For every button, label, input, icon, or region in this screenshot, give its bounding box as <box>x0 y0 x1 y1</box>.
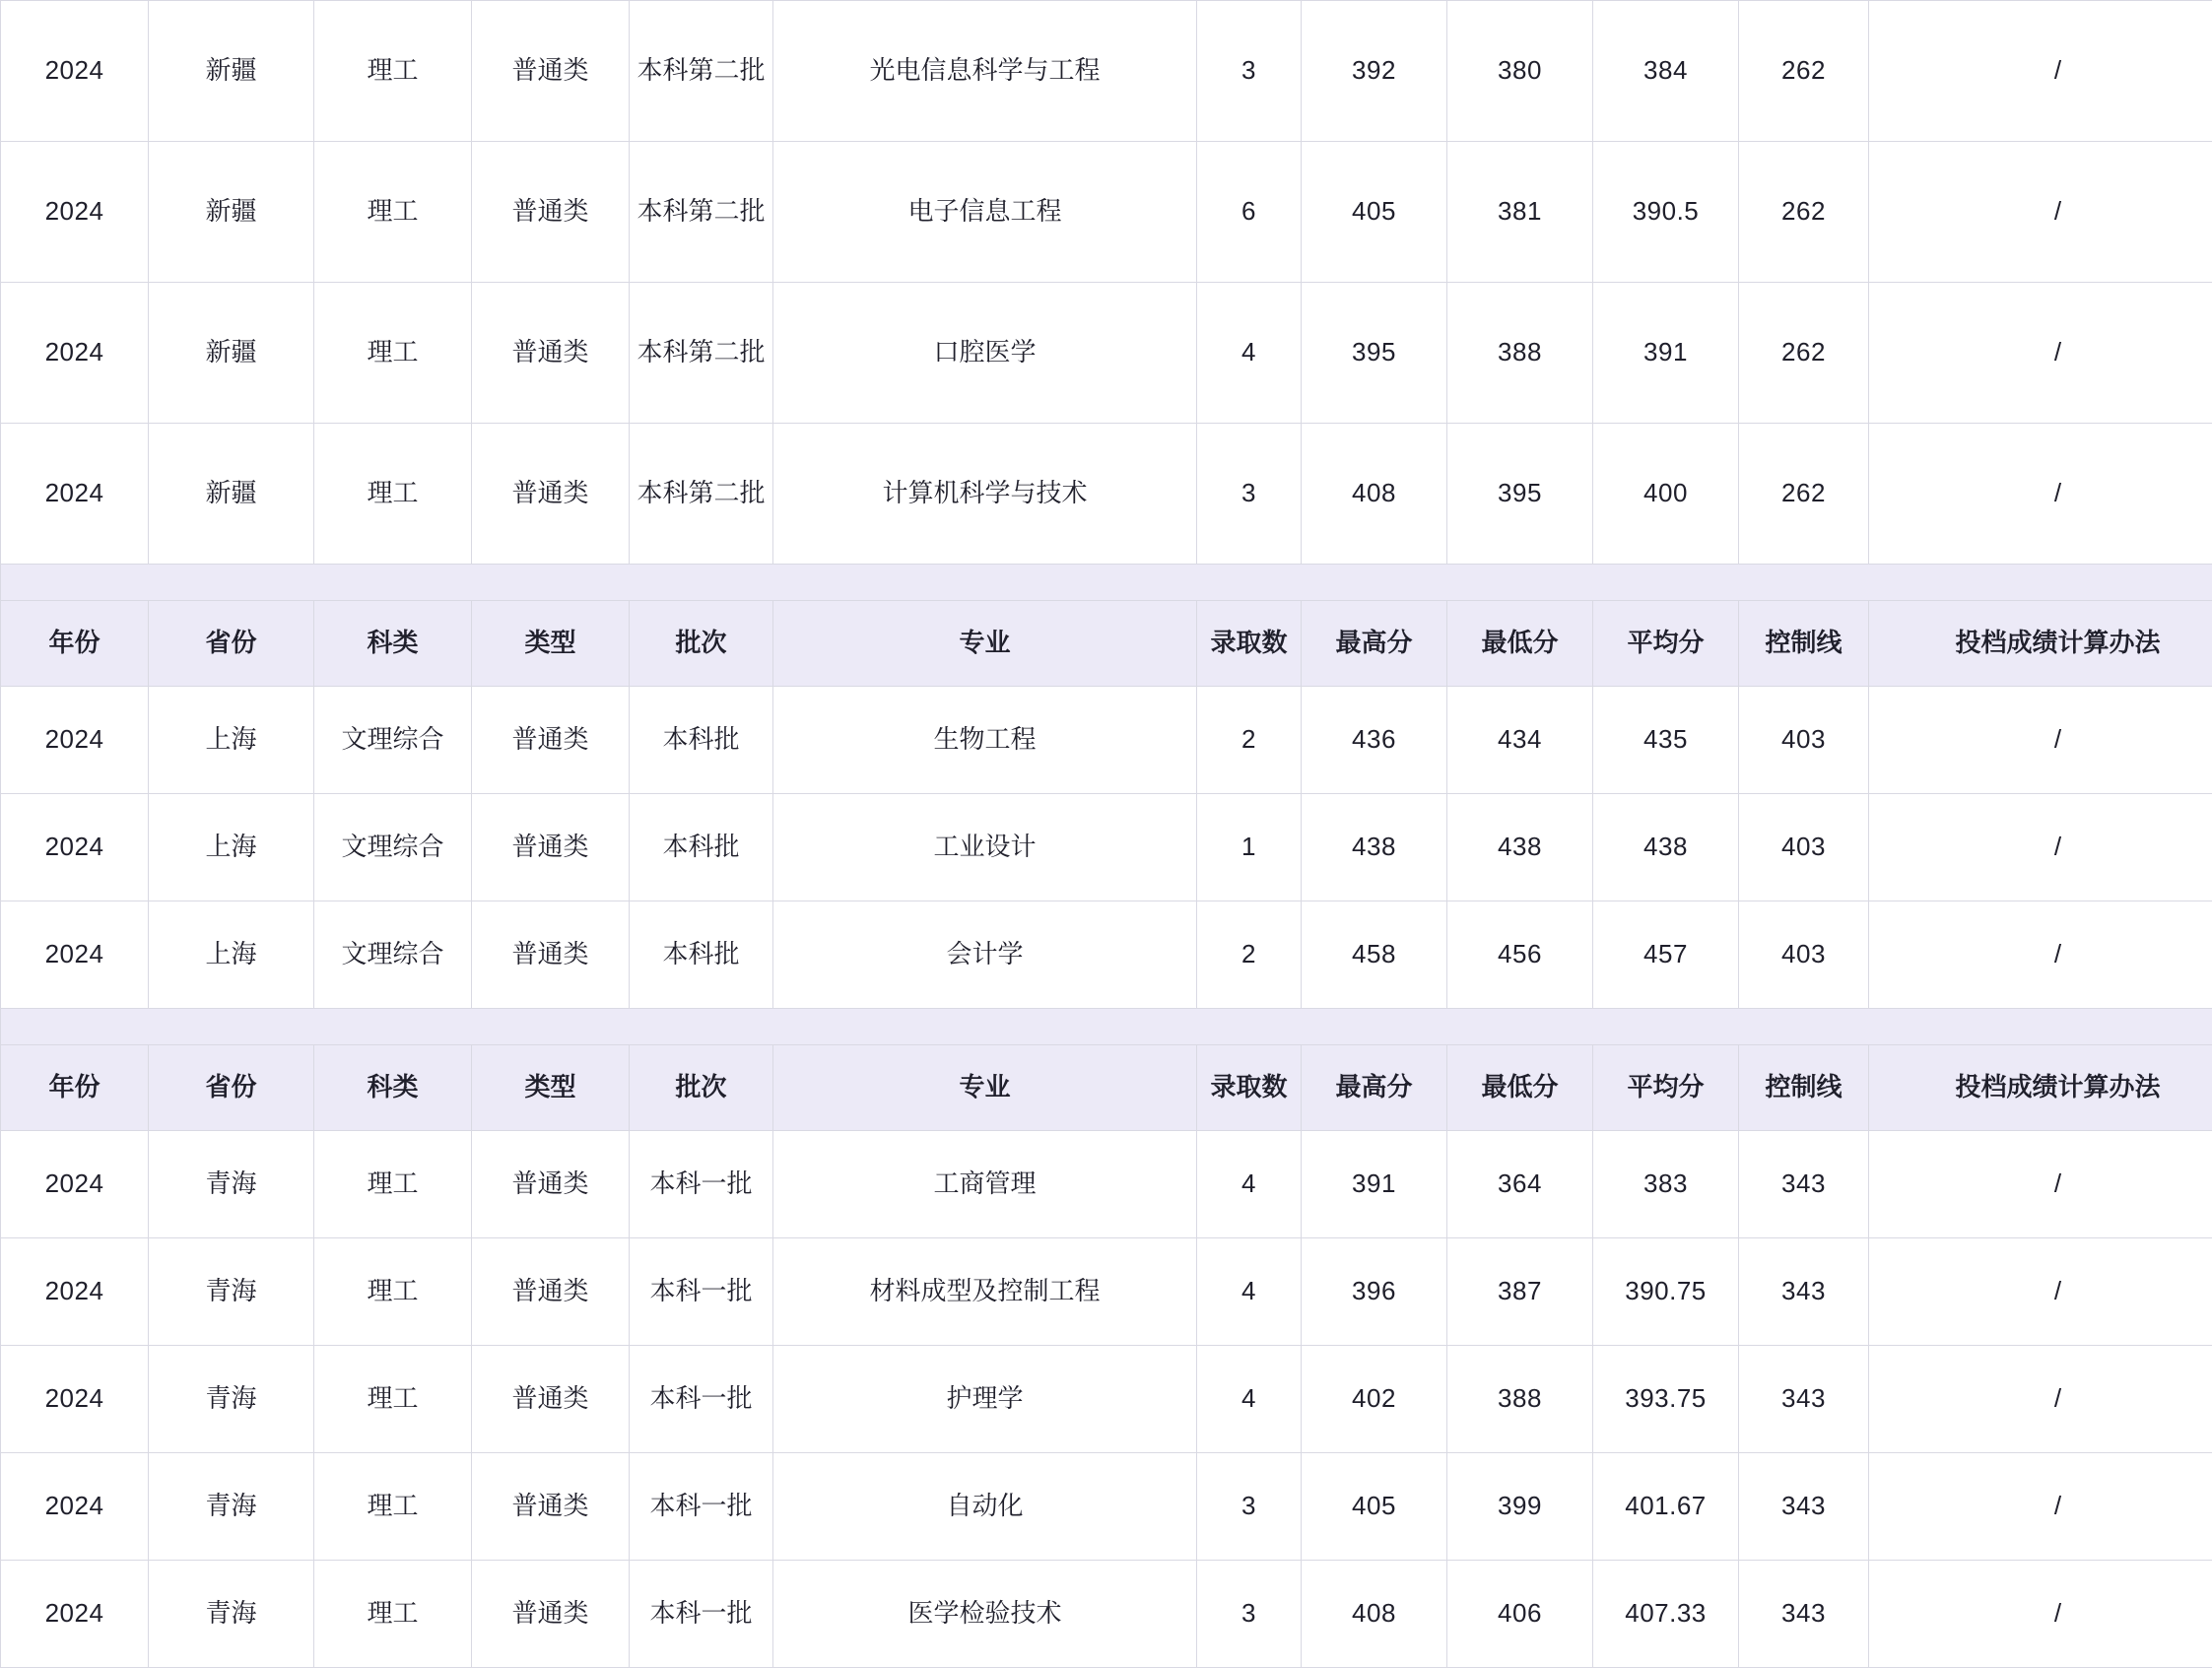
cell-line: 403 <box>1739 794 1869 901</box>
cell-type: 普通类 <box>472 1346 630 1453</box>
cell-count: 4 <box>1197 283 1302 424</box>
column-header: 录取数 <box>1197 601 1302 687</box>
cell-method: / <box>1869 1561 2212 1668</box>
cell-method: / <box>1869 1453 2212 1561</box>
cell-year: 2024 <box>1 1453 149 1561</box>
column-header: 最高分 <box>1302 1045 1447 1131</box>
cell-batch: 本科批 <box>630 687 773 794</box>
cell-avg: 401.67 <box>1593 1453 1739 1561</box>
cell-province: 上海 <box>149 901 314 1009</box>
table-header-row <box>1 601 2212 687</box>
cell-min: 438 <box>1447 794 1593 901</box>
cell-line: 343 <box>1739 1346 1869 1453</box>
cell-major: 工商管理 <box>773 1131 1197 1238</box>
cell-type: 普通类 <box>472 687 630 794</box>
cell-avg: 391 <box>1593 283 1739 424</box>
table-row <box>1 142 2212 283</box>
cell-type: 普通类 <box>472 1131 630 1238</box>
cell-method: / <box>1869 283 2212 424</box>
cell-count: 2 <box>1197 901 1302 1009</box>
table-row <box>1 901 2212 1009</box>
cell-type: 普通类 <box>472 794 630 901</box>
cell-batch: 本科第二批 <box>630 424 773 565</box>
cell-avg: 390.5 <box>1593 142 1739 283</box>
cell-major: 会计学 <box>773 901 1197 1009</box>
cell-method: / <box>1869 794 2212 901</box>
cell-line: 343 <box>1739 1131 1869 1238</box>
cell-batch: 本科批 <box>630 901 773 1009</box>
cell-subject: 理工 <box>314 283 472 424</box>
cell-line: 262 <box>1739 142 1869 283</box>
cell-max: 392 <box>1302 1 1447 142</box>
cell-count: 3 <box>1197 1453 1302 1561</box>
cell-province: 新疆 <box>149 142 314 283</box>
column-header: 控制线 <box>1739 601 1869 687</box>
table-spacer-cell <box>1 565 2212 601</box>
cell-major: 材料成型及控制工程 <box>773 1238 1197 1346</box>
cell-subject: 理工 <box>314 1 472 142</box>
cell-max: 458 <box>1302 901 1447 1009</box>
cell-province: 上海 <box>149 794 314 901</box>
cell-type: 普通类 <box>472 1453 630 1561</box>
column-header: 省份 <box>149 1045 314 1131</box>
column-header: 最高分 <box>1302 601 1447 687</box>
column-header: 批次 <box>630 601 773 687</box>
cell-subject: 文理综合 <box>314 901 472 1009</box>
cell-subject: 文理综合 <box>314 687 472 794</box>
cell-max: 402 <box>1302 1346 1447 1453</box>
cell-count: 3 <box>1197 424 1302 565</box>
cell-subject: 理工 <box>314 424 472 565</box>
cell-min: 388 <box>1447 283 1593 424</box>
cell-subject: 理工 <box>314 1346 472 1453</box>
cell-count: 4 <box>1197 1346 1302 1453</box>
cell-year: 2024 <box>1 1 149 142</box>
cell-min: 434 <box>1447 687 1593 794</box>
cell-batch: 本科第二批 <box>630 283 773 424</box>
cell-max: 405 <box>1302 142 1447 283</box>
column-header: 科类 <box>314 1045 472 1131</box>
cell-min: 388 <box>1447 1346 1593 1453</box>
cell-province: 青海 <box>149 1561 314 1668</box>
cell-type: 普通类 <box>472 424 630 565</box>
column-header: 类型 <box>472 601 630 687</box>
cell-year: 2024 <box>1 142 149 283</box>
cell-year: 2024 <box>1 1346 149 1453</box>
cell-year: 2024 <box>1 283 149 424</box>
column-header: 最低分 <box>1447 1045 1593 1131</box>
cell-max: 408 <box>1302 1561 1447 1668</box>
cell-province: 新疆 <box>149 424 314 565</box>
table-spacer-cell <box>1 1009 2212 1045</box>
cell-max: 436 <box>1302 687 1447 794</box>
cell-major: 自动化 <box>773 1453 1197 1561</box>
cell-line: 403 <box>1739 901 1869 1009</box>
cell-count: 6 <box>1197 142 1302 283</box>
cell-method: / <box>1869 901 2212 1009</box>
cell-line: 343 <box>1739 1453 1869 1561</box>
cell-avg: 457 <box>1593 901 1739 1009</box>
cell-province: 青海 <box>149 1131 314 1238</box>
cell-major: 生物工程 <box>773 687 1197 794</box>
column-header: 类型 <box>472 1045 630 1131</box>
cell-count: 2 <box>1197 687 1302 794</box>
cell-line: 343 <box>1739 1561 1869 1668</box>
cell-province: 青海 <box>149 1346 314 1453</box>
cell-max: 438 <box>1302 794 1447 901</box>
cell-year: 2024 <box>1 1238 149 1346</box>
cell-min: 387 <box>1447 1238 1593 1346</box>
column-header: 平均分 <box>1593 1045 1739 1131</box>
column-header: 平均分 <box>1593 601 1739 687</box>
cell-major: 电子信息工程 <box>773 142 1197 283</box>
cell-avg: 384 <box>1593 1 1739 142</box>
column-header: 录取数 <box>1197 1045 1302 1131</box>
cell-subject: 理工 <box>314 142 472 283</box>
cell-min: 456 <box>1447 901 1593 1009</box>
table-row <box>1 1346 2212 1453</box>
cell-method: / <box>1869 142 2212 283</box>
cell-min: 380 <box>1447 1 1593 142</box>
cell-batch: 本科第二批 <box>630 1 773 142</box>
column-header: 专业 <box>773 601 1197 687</box>
cell-line: 262 <box>1739 1 1869 142</box>
cell-year: 2024 <box>1 1561 149 1668</box>
cell-max: 395 <box>1302 283 1447 424</box>
cell-method: / <box>1869 1238 2212 1346</box>
cell-year: 2024 <box>1 1131 149 1238</box>
cell-avg: 390.75 <box>1593 1238 1739 1346</box>
cell-avg: 435 <box>1593 687 1739 794</box>
cell-province: 新疆 <box>149 283 314 424</box>
cell-line: 343 <box>1739 1238 1869 1346</box>
column-header: 省份 <box>149 601 314 687</box>
cell-min: 381 <box>1447 142 1593 283</box>
cell-avg: 400 <box>1593 424 1739 565</box>
cell-subject: 理工 <box>314 1131 472 1238</box>
cell-batch: 本科一批 <box>630 1346 773 1453</box>
cell-max: 408 <box>1302 424 1447 565</box>
cell-province: 青海 <box>149 1238 314 1346</box>
table-row <box>1 424 2212 565</box>
cell-batch: 本科一批 <box>630 1238 773 1346</box>
cell-line: 262 <box>1739 424 1869 565</box>
cell-major: 医学检验技术 <box>773 1561 1197 1668</box>
cell-count: 4 <box>1197 1131 1302 1238</box>
cell-type: 普通类 <box>472 1561 630 1668</box>
column-header: 投档成绩计算办法 <box>1869 601 2212 687</box>
column-header: 科类 <box>314 601 472 687</box>
cell-batch: 本科一批 <box>630 1131 773 1238</box>
cell-province: 新疆 <box>149 1 314 142</box>
cell-year: 2024 <box>1 901 149 1009</box>
cell-type: 普通类 <box>472 283 630 424</box>
cell-count: 4 <box>1197 1238 1302 1346</box>
table-row <box>1 1238 2212 1346</box>
cell-max: 391 <box>1302 1131 1447 1238</box>
cell-subject: 理工 <box>314 1561 472 1668</box>
cell-batch: 本科第二批 <box>630 142 773 283</box>
cell-major: 口腔医学 <box>773 283 1197 424</box>
table-spacer-row <box>1 1009 2212 1045</box>
cell-batch: 本科批 <box>630 794 773 901</box>
cell-type: 普通类 <box>472 1238 630 1346</box>
column-header: 控制线 <box>1739 1045 1869 1131</box>
cell-method: / <box>1869 687 2212 794</box>
cell-min: 364 <box>1447 1131 1593 1238</box>
column-header: 年份 <box>1 601 149 687</box>
cell-avg: 438 <box>1593 794 1739 901</box>
cell-avg: 383 <box>1593 1131 1739 1238</box>
cell-min: 406 <box>1447 1561 1593 1668</box>
table-row <box>1 794 2212 901</box>
table-row <box>1 1 2212 142</box>
cell-avg: 407.33 <box>1593 1561 1739 1668</box>
table-header-row <box>1 1045 2212 1131</box>
table-row <box>1 1453 2212 1561</box>
column-header: 专业 <box>773 1045 1197 1131</box>
table-row <box>1 1561 2212 1668</box>
cell-province: 上海 <box>149 687 314 794</box>
cell-min: 399 <box>1447 1453 1593 1561</box>
cell-min: 395 <box>1447 424 1593 565</box>
cell-count: 3 <box>1197 1 1302 142</box>
table-body <box>1 1 2212 1668</box>
cell-major: 护理学 <box>773 1346 1197 1453</box>
table-row <box>1 1131 2212 1238</box>
cell-major: 工业设计 <box>773 794 1197 901</box>
table-spacer-row <box>1 565 2212 601</box>
cell-line: 403 <box>1739 687 1869 794</box>
cell-method: / <box>1869 1 2212 142</box>
table-row <box>1 687 2212 794</box>
cell-count: 3 <box>1197 1561 1302 1668</box>
cell-type: 普通类 <box>472 142 630 283</box>
cell-count: 1 <box>1197 794 1302 901</box>
cell-method: / <box>1869 424 2212 565</box>
cell-subject: 文理综合 <box>314 794 472 901</box>
cell-max: 405 <box>1302 1453 1447 1561</box>
cell-subject: 理工 <box>314 1453 472 1561</box>
cell-method: / <box>1869 1131 2212 1238</box>
cell-method: / <box>1869 1346 2212 1453</box>
cell-major: 计算机科学与技术 <box>773 424 1197 565</box>
cell-year: 2024 <box>1 424 149 565</box>
cell-major: 光电信息科学与工程 <box>773 1 1197 142</box>
table-row <box>1 283 2212 424</box>
cell-type: 普通类 <box>472 901 630 1009</box>
column-header: 最低分 <box>1447 601 1593 687</box>
column-header: 批次 <box>630 1045 773 1131</box>
cell-type: 普通类 <box>472 1 630 142</box>
cell-max: 396 <box>1302 1238 1447 1346</box>
cell-province: 青海 <box>149 1453 314 1561</box>
cell-year: 2024 <box>1 687 149 794</box>
cell-year: 2024 <box>1 794 149 901</box>
cell-batch: 本科一批 <box>630 1453 773 1561</box>
cell-batch: 本科一批 <box>630 1561 773 1668</box>
cell-line: 262 <box>1739 283 1869 424</box>
column-header: 投档成绩计算办法 <box>1869 1045 2212 1131</box>
column-header: 年份 <box>1 1045 149 1131</box>
cell-subject: 理工 <box>314 1238 472 1346</box>
cell-avg: 393.75 <box>1593 1346 1739 1453</box>
